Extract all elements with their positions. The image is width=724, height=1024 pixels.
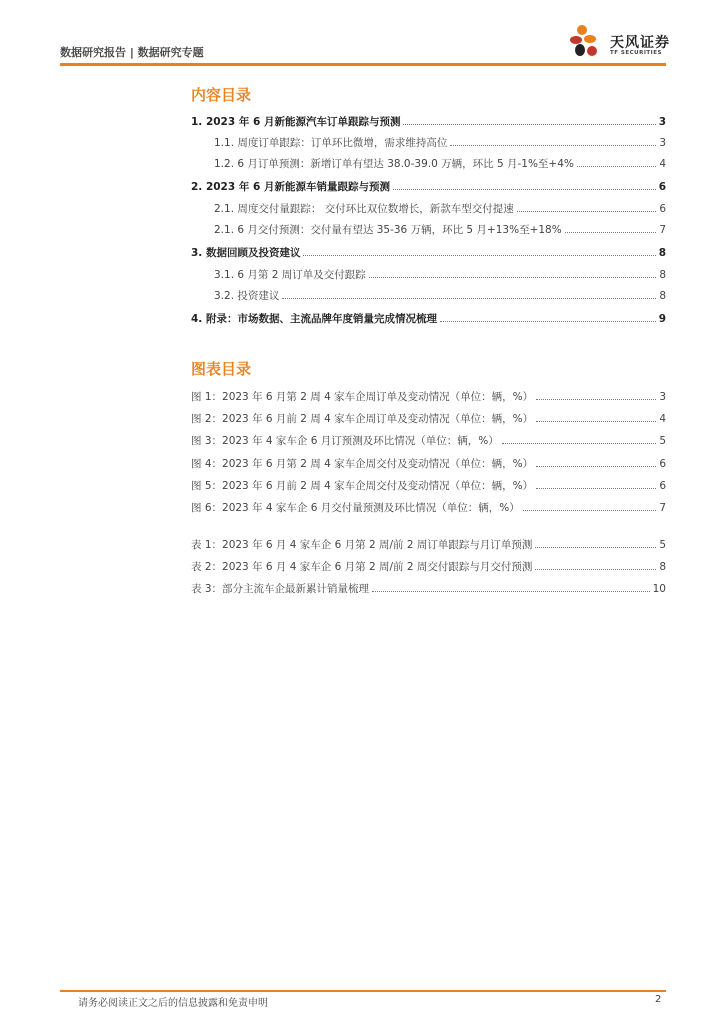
toc-entry[interactable]	[214, 201, 666, 216]
leader-dots	[565, 223, 657, 233]
leader-dots	[282, 289, 656, 299]
toc-entry-page: 8	[658, 247, 666, 259]
toc-entry-label: 1.1. 周度订单跟踪：订单环比微增，需求维持高位	[214, 137, 448, 149]
figure-entry-label: 图 6：2023 年 4 家车企 6 月交付量预测及环比情况（单位：辆，%）	[191, 502, 520, 514]
toc-entry-label: 1. 2023 年 6 月新能源汽车订单跟踪与预测	[191, 116, 401, 128]
figure-entry[interactable]	[191, 500, 666, 515]
leader-dots	[536, 412, 656, 422]
toc-entry-label: 3. 数据回顾及投资建议	[191, 247, 301, 259]
leader-dots	[536, 479, 656, 489]
figure-entry-page: 4	[659, 413, 666, 425]
toc-entry[interactable]	[191, 245, 666, 260]
logo-english-name: TF SECURITIES	[610, 50, 662, 56]
figure-entry-page: 5	[659, 435, 666, 447]
toc-entry-page: 8	[659, 290, 666, 302]
toc-entry-page: 6	[658, 181, 666, 193]
leader-dots	[535, 560, 656, 570]
figure-entry-label: 图 2：2023 年 6 月前 2 周 4 家车企周订单及变动情况（单位：辆，%）	[191, 413, 534, 425]
table-entry[interactable]	[191, 559, 666, 574]
table-entry[interactable]	[191, 581, 666, 596]
table-entry-label: 表 3：部分主流车企最新累计销量梳理	[191, 583, 370, 595]
toc-entry-label: 3.2. 投资建议	[214, 290, 280, 302]
figure-entry-label: 图 3：2023 年 4 家车企 6 月订预测及环比情况（单位：辆，%）	[191, 435, 499, 447]
figure-entry-label: 图 4：2023 年 6 月第 2 周 4 家车企周交付及变动情况（单位：辆，%）	[191, 458, 534, 470]
figure-entry-page: 6	[659, 480, 666, 492]
leader-dots	[536, 457, 656, 467]
leader-dots	[523, 501, 657, 511]
table-entry-page: 5	[659, 539, 666, 551]
leader-dots	[372, 582, 650, 592]
toc-entry-page: 8	[659, 269, 666, 281]
table-entry-page: 10	[652, 583, 666, 595]
toc-entry-label: 2. 2023 年 6 月新能源车销量跟踪与预测	[191, 181, 390, 193]
figure-entry[interactable]	[191, 411, 666, 426]
figure-entry[interactable]	[191, 478, 666, 493]
leader-dots	[303, 246, 655, 256]
leader-dots	[440, 312, 656, 322]
toc-entry-label: 1.2. 6 月订单预测：新增订单有望达 38.0-39.0 万辆，环比 5 月-1%至+4%	[214, 158, 574, 170]
leader-dots	[517, 202, 657, 212]
logo-chinese-name: 天风证券	[610, 35, 670, 51]
figure-entry-label: 图 1：2023 年 6 月第 2 周 4 家车企周订单及变动情况（单位：辆，%）	[191, 391, 534, 403]
leader-dots	[403, 115, 655, 125]
leader-dots	[450, 136, 656, 146]
table-entry[interactable]	[191, 537, 666, 552]
figures-title: 图表目录	[191, 360, 252, 378]
leader-dots	[369, 268, 657, 278]
figure-entry-label: 图 5：2023 年 6 月前 2 周 4 家车企周交付及变动情况（单位：辆，%）	[191, 480, 534, 492]
header-divider	[60, 63, 666, 66]
leader-dots	[535, 538, 656, 548]
leader-dots	[502, 434, 657, 444]
leader-dots	[393, 180, 656, 190]
toc-entry[interactable]	[191, 114, 666, 129]
toc-entry[interactable]	[214, 156, 666, 171]
toc-entry[interactable]	[214, 135, 666, 150]
toc-entry-label: 3.1. 6 月第 2 周订单及交付跟踪	[214, 269, 366, 281]
toc-entry-page: 7	[659, 224, 666, 236]
toc-entry-page: 3	[659, 137, 666, 149]
toc-entry-page: 4	[659, 158, 666, 170]
logo-flower-icon	[568, 22, 608, 62]
toc-entry-label: 2.1. 周度交付量跟踪： 交付环比双位数增长，新款车型交付提速	[214, 203, 514, 215]
table-entry-page: 8	[659, 561, 666, 573]
figure-entry[interactable]	[191, 389, 666, 404]
toc-entry[interactable]	[214, 267, 666, 282]
toc-entry-label: 2.1. 6 月交付预测：交付量有望达 35-36 万辆，环比 5 月+13%至+18%	[214, 224, 562, 236]
table-entry-label: 表 1：2023 年 6 月 4 家车企 6 月第 2 周/前 2 周订单跟踪与月订单预测	[191, 539, 533, 551]
table-entry-label: 表 2：2023 年 6 月 4 家车企 6 月第 2 周/前 2 周交付跟踪与月交付预测	[191, 561, 533, 573]
figure-entry-page: 6	[659, 458, 666, 470]
figure-entry-page: 7	[659, 502, 666, 514]
toc-entry[interactable]	[191, 311, 666, 326]
figure-entry-page: 3	[659, 391, 666, 403]
toc-entry-page: 6	[659, 203, 666, 215]
figure-entry[interactable]	[191, 456, 666, 471]
leader-dots	[536, 390, 656, 400]
toc-title: 内容目录	[191, 86, 252, 104]
toc-entry-page: 9	[658, 313, 666, 325]
footer-divider	[60, 990, 666, 992]
leader-dots	[577, 157, 656, 167]
footer-disclaimer: 请务必阅读正文之后的信息披露和免责申明	[78, 998, 268, 1009]
figure-entry[interactable]	[191, 433, 666, 448]
company-logo	[568, 22, 678, 62]
toc-entry-label: 4. 附录：市场数据、主流品牌年度销量完成情况梳理	[191, 313, 437, 325]
report-type-label: 数据研究报告 | 数据研究专题	[60, 46, 204, 59]
toc-entry[interactable]	[214, 222, 666, 237]
page-number: 2	[655, 994, 662, 1005]
toc-entry[interactable]	[214, 288, 666, 303]
toc-entry[interactable]	[191, 179, 666, 194]
toc-entry-page: 3	[658, 116, 666, 128]
